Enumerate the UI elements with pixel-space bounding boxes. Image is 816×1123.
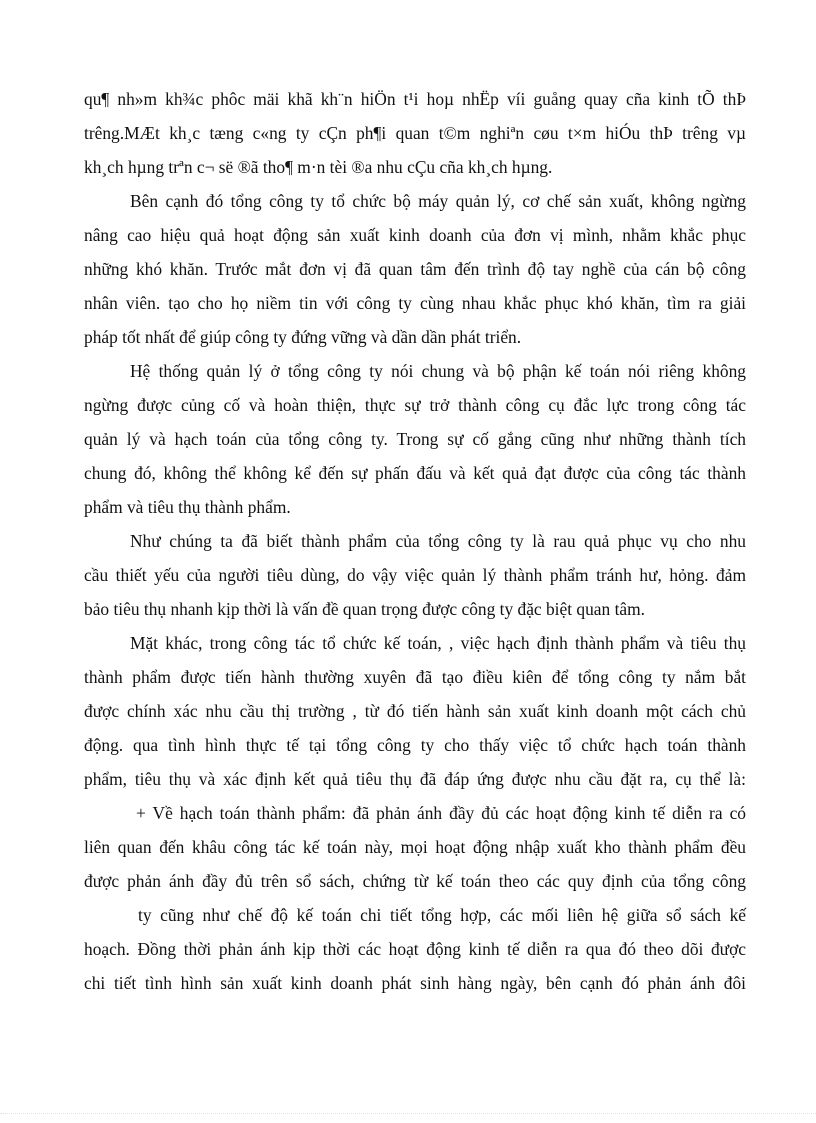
text-line: cầu thiết yếu của người tiêu dùng, do vậy việc quản lý thành phẩm tránh hư, hỏng. đảm [84, 565, 746, 585]
text-line: quản lý và hạch toán của tổng công ty. Trong sự cố gắng cũng như những thành tích [84, 429, 746, 449]
text-line: + Về hạch toán thành phẩm: đã phản ánh đầy đủ các hoạt động kinh tế diễn ra có [136, 803, 746, 823]
text-line: chung đó, không thể không kể đến sự phấn đấu và kết quả đạt được của công tác thành [84, 463, 746, 483]
text-line: chi tiết tình hình sản xuất kinh doanh phát sinh hàng ngày, bên cạnh đó phản ánh đôi [84, 973, 746, 993]
body-text [84, 82, 746, 1000]
text-line: Hệ thống quản lý ở tổng công ty nói chung và bộ phận kế toán nói riêng không [130, 361, 746, 381]
text-line: được phản ánh đầy đủ trên sổ sách, chứng từ kế toán theo các quy định của tổng công [84, 871, 746, 891]
text-line: ty cũng như chế độ kế toán chi tiết tổng hợp, các mối liên hệ giữa sổ sách kế [138, 905, 746, 925]
text-line: thành phẩm được tiến hành thường xuyên đã tạo điều kiên để tổng công ty nắm bắt [84, 667, 746, 687]
text-line: qu¶ nh»m kh¾c phôc mäi khã kh¨n hiÖn t¹i hoµ nhËp víi guång quay cña kinh tÕ thÞ [84, 89, 746, 109]
text-line: nhân viên. tạo cho họ niềm tin với công ty cùng nhau khắc phục khó khăn, tìm ra giải [84, 293, 746, 313]
text-line: nâng cao hiệu quả hoạt động sản xuất kinh doanh của đơn vị mình, nhằm khắc phục [84, 225, 746, 245]
text-line: bảo tiêu thụ nhanh kịp thời là vấn đề quan trọng được công ty đặc biệt quan tâm. [84, 599, 645, 619]
text-line: liên quan đến khâu công tác kế toán này, mọi hoạt động nhập xuất kho thành phẩm đều [84, 837, 746, 857]
text-line: Bên cạnh đó tổng công ty tổ chức bộ máy quản lý, cơ chế sản xuất, không ngừng [130, 191, 746, 211]
text-line: kh¸ch hµng trªn c¬ së ®ã tho¶ m·n tèi ®a nhu cÇu cña kh¸ch hµng. [84, 157, 553, 177]
text-line: được chính xác nhu cầu thị trường , từ đó tiến hành sản xuất kinh doanh một cách chủ [84, 701, 746, 721]
page-bottom-divider [0, 1113, 816, 1114]
text-line: Như chúng ta đã biết thành phẩm của tổng công ty là rau quả phục vụ cho nhu [130, 531, 746, 551]
text-line: phẩm và tiêu thụ thành phẩm. [84, 497, 291, 517]
text-line: hoạch. Đồng thời phản ánh kịp thời các hoạt động kinh tế diễn ra qua đó theo dõi được [84, 939, 746, 959]
text-line: Mặt khác, trong công tác tổ chức kế toán, , việc hạch định thành phẩm và tiêu thụ [130, 633, 746, 653]
text-line: trêng.MÆt kh¸c tæng c«ng ty cÇn ph¶i quan t©m nghiªn cøu t×m hiÓu thÞ trêng vµ [84, 123, 746, 143]
text-line: ngừng được củng cố và hoàn thiện, thực sự trở thành công cụ đắc lực trong công tác [84, 395, 746, 415]
text-line: động. qua tình hình thực tế tại tổng công ty cho thấy việc tổ chức hạch toán thành [84, 735, 746, 755]
text-line: phẩm, tiêu thụ và xác định kết quả tiêu thụ đã đáp ứng được nhu cầu đặt ra, cụ thể là: [84, 769, 746, 789]
text-line: những khó khăn. Trước mắt đơn vị đã quan tâm đến trình độ tay nghề của cán bộ công [84, 259, 746, 279]
text-line: pháp tốt nhất để giúp công ty đứng vững và dần dần phát triển. [84, 327, 522, 347]
